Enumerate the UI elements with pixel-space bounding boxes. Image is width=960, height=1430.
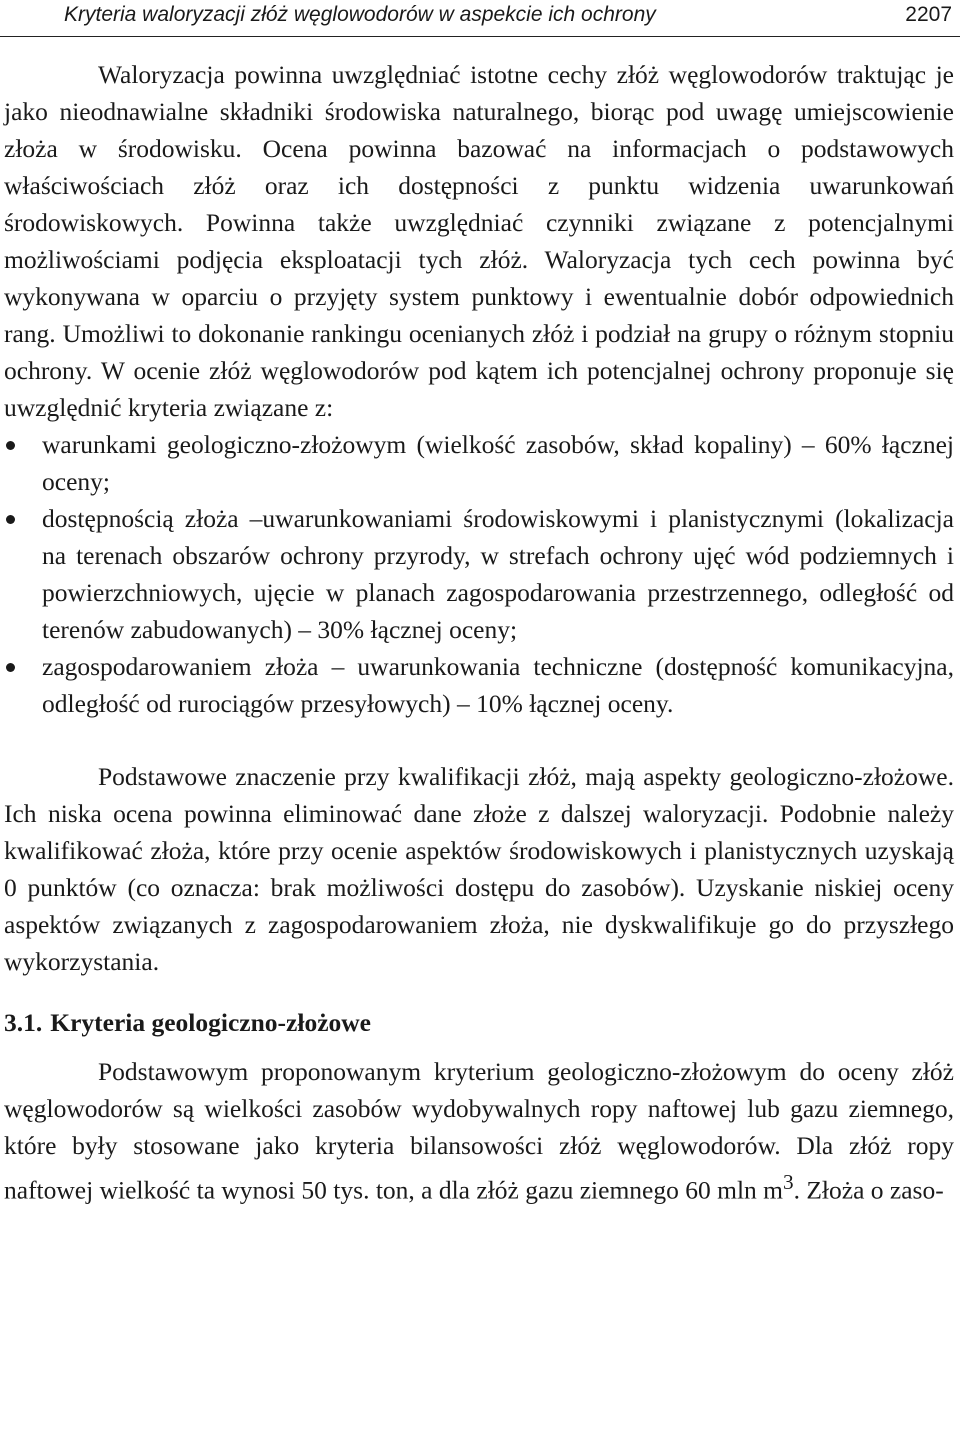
qualification-paragraph: Podstawowe znaczenie przy kwalifikacji złóż, mają aspekty geologiczno-złożowe. Ich niska ocena powinna eliminować dane złoże z dalszej waloryzacji. Podobnie należy kwalifikować złoża, które przy ocenie aspektów środowiskowych i planistycznych uzyskają 0 punktów (co oznacza: brak możliwości dostępu do zasobów). Uzyskanie niskiej oceny aspektów związanych z zagospodarowaniem złoża, nie dyskwalifikuje go do przyszłego wykorzystania.: [4, 762, 954, 976]
criteria-item-accessibility: [4, 500, 954, 648]
criteria-item-text: dostępnością złoża –uwarunkowaniami środowiskowymi i planistycznymi (lokalizacja na terenach obszarów ochrony przyrody, w strefach ochrony ujęć wód podziemnych i powierzchniowych, ujęcie w planach zagospodarowania przestrzennego, odległość od terenów zabudowanych) – 30% łącznej oceny;: [42, 504, 954, 644]
unit-superscript: 3: [782, 1170, 794, 1194]
criteria-item-text: warunkami geologiczno-złożowym (wielkość zasobów, skład kopaliny) – 60% łącznej oceny;: [42, 430, 954, 496]
paragraph-tail: . Złoża o zaso-: [793, 1175, 944, 1205]
paragraph-text: Podstawowym proponowanym kryterium geologiczno-złożowym do oceny złóż węglowodorów są wielkości zasobów wydobywalnych ropy naftowej lub gazu ziemnego, które były stosowane jako kryteria bilansowości złóż węglowodorów. Dla złóż ropy naftowej wielkość ta wynosi 50 tys. ton, a dla złóż gazu ziemnego 60 mln m: [4, 1057, 954, 1205]
running-title: Kryteria waloryzacji złóż węglowodorów w aspekcie ich ochrony: [64, 3, 656, 26]
bullet-icon: [6, 663, 15, 672]
section-number: 3.1.: [4, 1008, 43, 1037]
intro-paragraph: Waloryzacja powinna uwzględniać istotne cechy złóż węglowodorów traktując je jako nieodnawialne składniki środowiska naturalnego, biorąc pod uwagę umiejscowienie złoża w środowisku. Ocena powinna bazować na informacjach o podstawowych właściwościach złóż oraz ich dostępności z punktu widzenia uwarunkowań środowiskowych. Powinna także uwzględniać czynniki związane z potencjalnymi możliwościami podjęcia eksploatacji tych złóż. Waloryzacja tych cech powinna być wykonywana w oparciu o przyjęty system punktowy i ewentualnie dobór odpowiednich rang. Umożliwi to dokonanie rankingu ocenianych złóż i podział na grupy o różnym stopniu ochrony. W ocenie złóż węglowodorów pod kątem ich potencjalnej ochrony proponuje się uwzględnić kryteria związane z:: [4, 60, 954, 422]
bullet-icon: [6, 515, 15, 524]
criteria-item-text: zagospodarowaniem złoża – uwarunkowania techniczne (dostępność komunikacyjna, odległość od rurociągów przesyłowych) – 10% łącznej oceny.: [42, 652, 954, 718]
criteria-item-geological: [4, 426, 954, 500]
page-number: 2207: [905, 3, 952, 26]
running-header: [0, 0, 960, 37]
geological-criteria-paragraph: [4, 1053, 954, 1209]
paragraph-gap: [4, 722, 954, 758]
criteria-item-development: [4, 648, 954, 722]
section-heading: [4, 1004, 954, 1041]
bullet-icon: [6, 441, 15, 450]
document-body: [4, 56, 954, 1209]
criteria-list: [4, 426, 954, 722]
section-title: Kryteria geologiczno-złożowe: [50, 1008, 371, 1037]
